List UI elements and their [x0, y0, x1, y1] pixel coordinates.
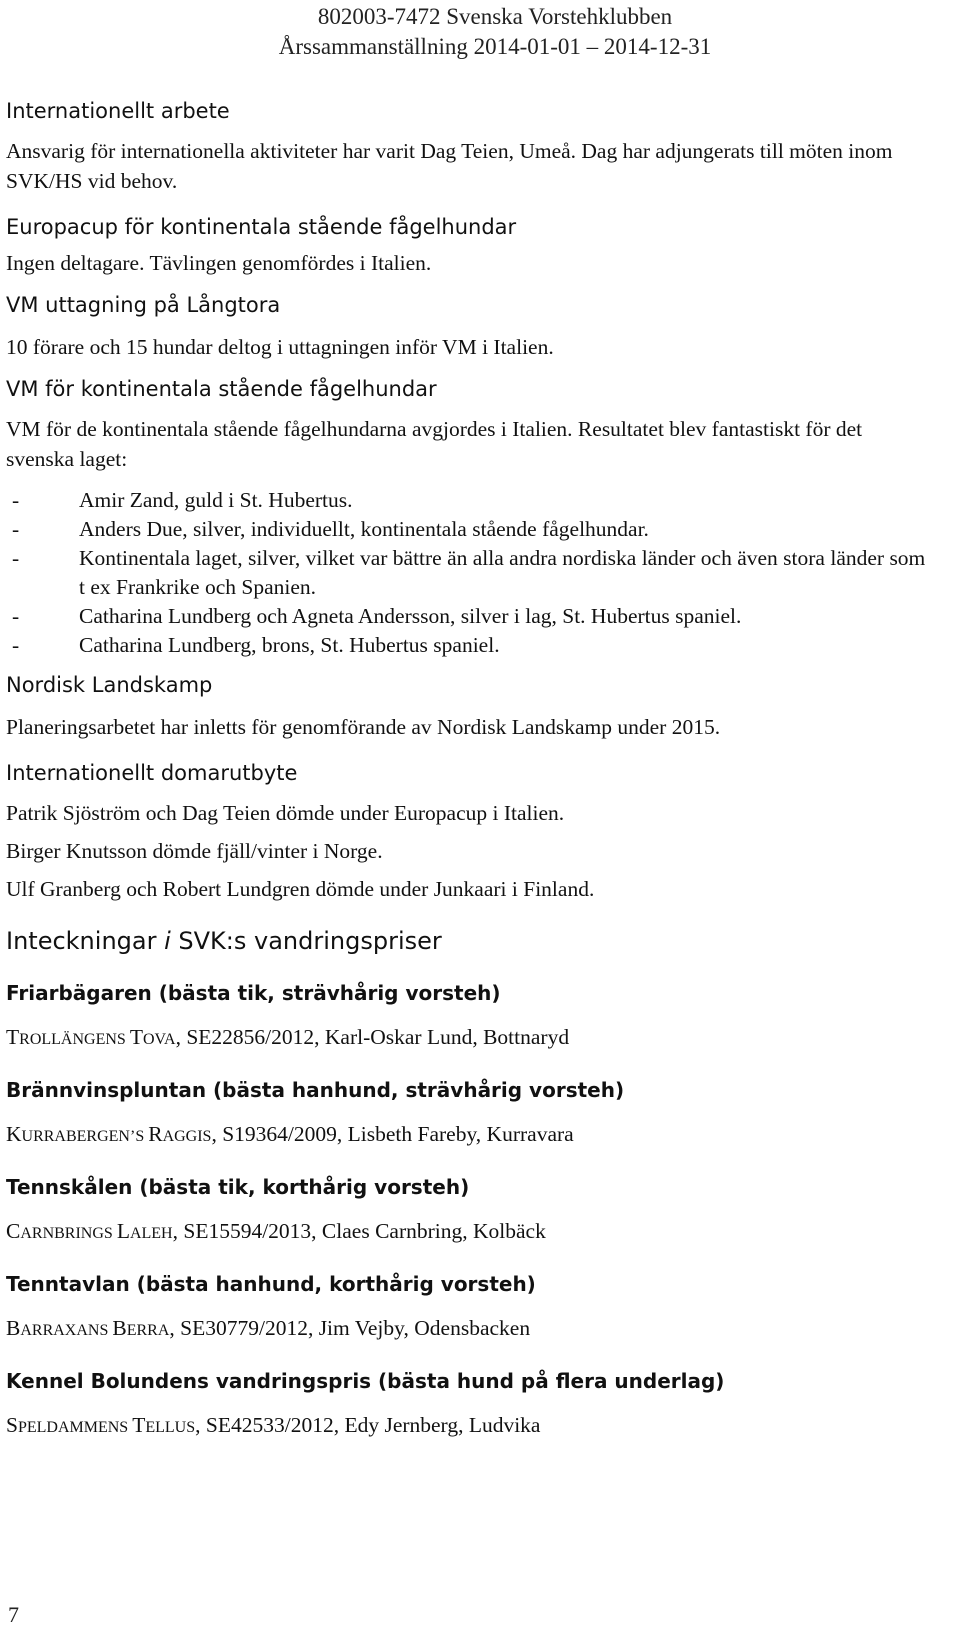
prize-winner [6, 1216, 941, 1249]
header-period: Årssammanställning 2014-01-01 – 2014-12-31 [278, 34, 712, 59]
dog-name-part: ROLLÄNGENS [19, 1031, 130, 1048]
prize-winner [6, 1410, 941, 1443]
header-org: 802003-7472 Svenska Vorstehklubben [317, 4, 673, 29]
document-body [6, 98, 941, 1443]
prize-winner [6, 1313, 941, 1346]
dog-initial: S [6, 1413, 18, 1437]
dog-name-part: ELLUS [145, 1419, 196, 1436]
prize-details: , SE42533/2012, Edy Jernberg, Ludvika [195, 1413, 541, 1437]
dog-initial: L [116, 1219, 130, 1243]
heading-vandringspriser-italic: i [164, 927, 171, 955]
heading-vandringspriser-pre: Inteckningar [6, 927, 165, 955]
list-item: - Anders Due, silver, individuellt, kontinentala stående fågelhundar. [6, 515, 931, 544]
dog-initial: R [148, 1122, 163, 1146]
prize-winner [6, 1022, 941, 1055]
dog-name-part: PELDAMMENS [17, 1419, 133, 1436]
heading-vm-uttagning: VM uttagning på Långtora [6, 293, 281, 317]
prize-details: , SE15594/2013, Claes Carnbring, Kolbäck [172, 1219, 546, 1243]
dog-name-part: URRABERGEN’S [21, 1128, 149, 1145]
dog-initial: K [6, 1122, 22, 1146]
dog-initial: T [6, 1025, 20, 1049]
dog-name-part: ERRA [126, 1322, 170, 1339]
dog-initial: T [132, 1413, 146, 1437]
dog-name-part: ARNBRINGS [20, 1225, 117, 1242]
dog-name-part: OVA [142, 1031, 176, 1048]
text-vm: VM för de kontinentala stående fågelhundarna avgjordes i Italien. Resultatet blev fantastiskt för det svenska laget: [6, 417, 863, 471]
heading-vandringspriser-post: SVK:s vandringspriser [170, 927, 442, 955]
heading-vm: VM för kontinentala stående fågelhundar [6, 377, 437, 401]
prize-title: Brännvinspluntan (bästa hanhund, strävhårig vorsteh) [6, 1078, 625, 1102]
list-item: - Catharina Lundberg och Agneta Andersson, silver i lag, St. Hubertus spaniel. [6, 602, 931, 631]
dog-name-part: ALEH [129, 1225, 173, 1242]
heading-internationellt: Internationellt arbete [6, 99, 230, 123]
prize-details: , SE30779/2012, Jim Vejby, Odensbacken [169, 1316, 531, 1340]
vm-results-list [6, 486, 931, 660]
list-item: - Amir Zand, guld i St. Hubertus. [6, 486, 931, 515]
text-vm-uttagning: 10 förare och 15 hundar deltog i uttagningen inför VM i Italien. [6, 335, 554, 359]
text-domarutbyte-1: Patrik Sjöström och Dag Teien dömde under Europacup i Italien. [6, 801, 565, 825]
text-landskamp: Planeringsarbetet har inletts för genomförande av Nordisk Landskamp under 2015. [6, 715, 721, 739]
dog-initial: C [6, 1219, 21, 1243]
prize-title: Kennel Bolundens vandringspris (bästa hund på flera underlag) [6, 1369, 725, 1393]
prize-title: Tennskålen (bästa tik, korthårig vorsteh) [6, 1175, 470, 1199]
heading-landskamp: Nordisk Landskamp [6, 673, 213, 697]
page-header [240, 2, 750, 62]
prize-details: , SE22856/2012, Karl-Oskar Lund, Bottnaryd [175, 1025, 570, 1049]
heading-vandringspriser [6, 926, 941, 956]
page-number: 7 [8, 1602, 19, 1627]
heading-europacup: Europacup för kontinentala stående fågelhundar [6, 215, 517, 239]
dog-name-part: AGGIS [162, 1128, 212, 1145]
text-europacup: Ingen deltagare. Tävlingen genomfördes i Italien. [6, 251, 432, 275]
prize-title: Tenntavlan (bästa hanhund, korthårig vorsteh) [6, 1272, 536, 1296]
prize-title: Friarbägaren (bästa tik, strävhårig vorsteh) [6, 981, 501, 1005]
dog-name-part: ARRAXANS [20, 1322, 113, 1339]
text-internationellt: Ansvarig för internationella aktiviteter har varit Dag Teien, Umeå. Dag har adjungerats till möten inom SVK/HS vid behov. [6, 139, 893, 193]
dog-initial: B [112, 1316, 127, 1340]
list-item: - Kontinentala laget, silver, vilket var bättre än alla andra nordiska länder och även stora länder som t ex Frankrike och Spanien. [6, 544, 931, 602]
text-domarutbyte-3: Ulf Granberg och Robert Lundgren dömde under Junkaari i Finland. [6, 877, 595, 901]
list-item: - Catharina Lundberg, brons, St. Hubertus spaniel. [6, 631, 931, 660]
dog-initial: T [129, 1025, 143, 1049]
text-domarutbyte-2: Birger Knutsson dömde fjäll/vinter i Norge. [6, 839, 383, 863]
prize-winner [6, 1119, 941, 1152]
prize-details: , S19364/2009, Lisbeth Fareby, Kurravara [211, 1122, 574, 1146]
dog-initial: B [6, 1316, 21, 1340]
heading-domarutbyte: Internationellt domarutbyte [6, 761, 298, 785]
